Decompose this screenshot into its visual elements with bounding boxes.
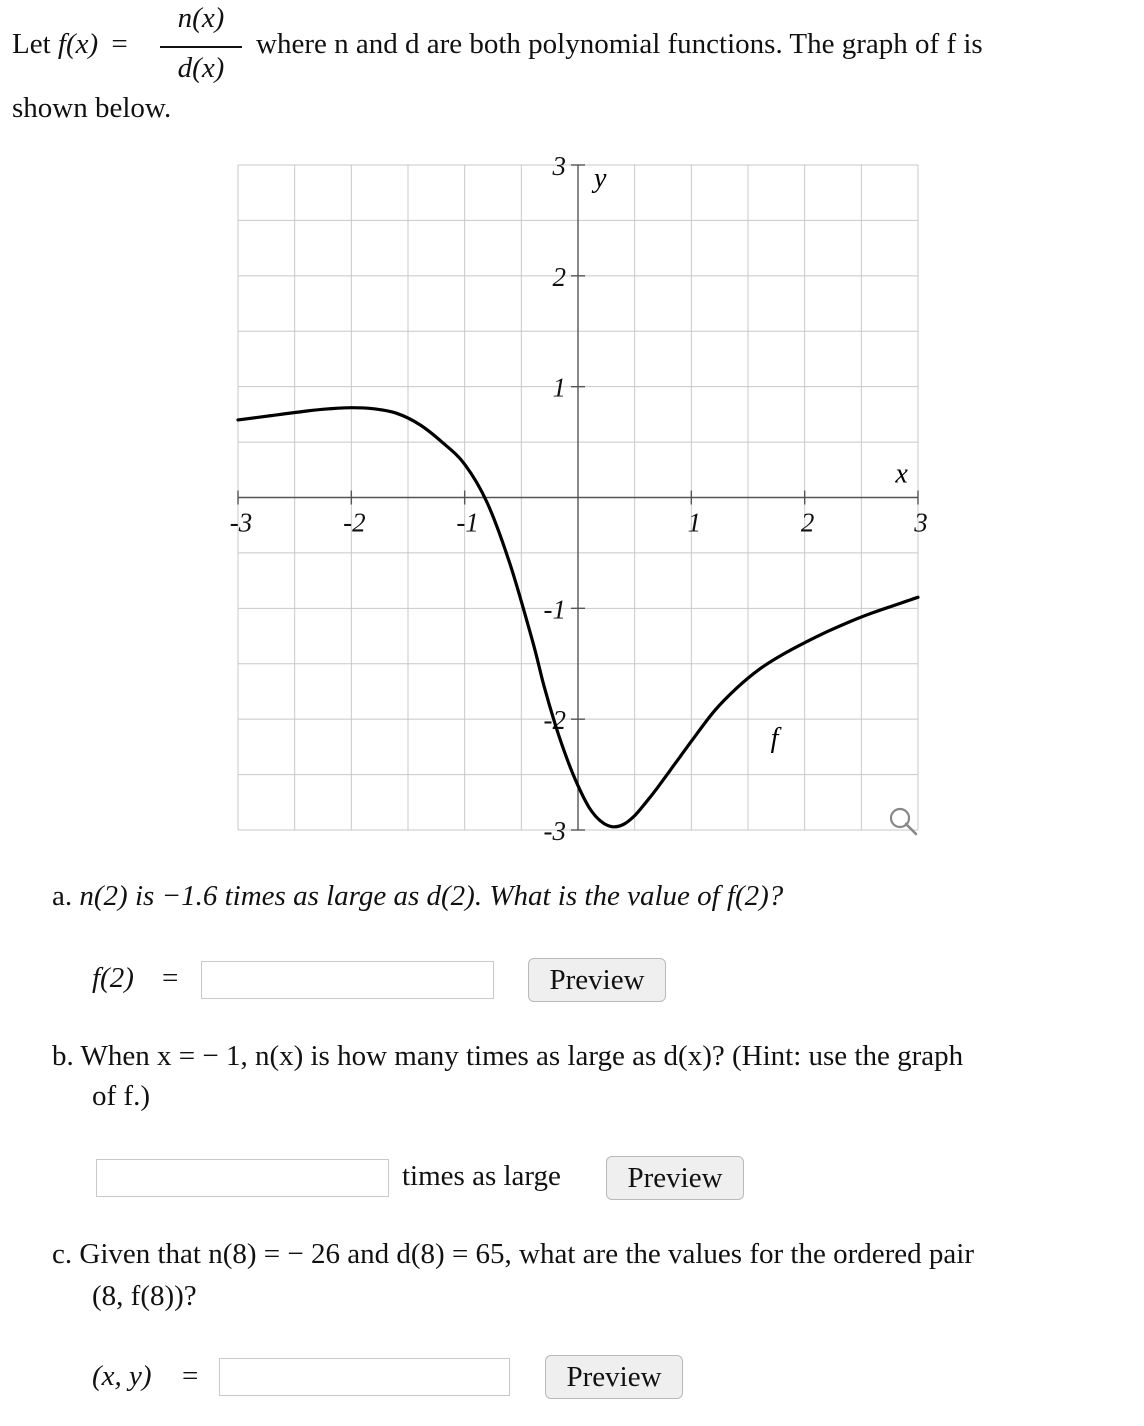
part-c-answer-label: (x, y) (92, 1360, 152, 1392)
x-tick-label: 2 (800, 507, 815, 538)
part-c-text-line1: Given that n(8) = − 26 and d(8) = 65, what are the values for the ordered pair (79, 1238, 974, 1270)
curve-label-f: f (770, 722, 779, 754)
x-tick-label: -1 (456, 507, 479, 538)
part-c-preview-button[interactable]: Preview (545, 1355, 683, 1399)
x-tick-label: -3 (229, 507, 253, 538)
part-c-text-line2: (8, f(8))? (92, 1280, 197, 1312)
part-a-text: n(2) is −1.6 times as large as d(2). What is the value of f(2)? (79, 880, 784, 912)
x-tick-label: 1 (687, 507, 702, 538)
y-tick-label: -3 (543, 816, 566, 846)
fraction-denominator: d(x) (177, 52, 225, 84)
part-a-preview-button[interactable]: Preview (528, 958, 666, 1002)
x-tick-label: -2 (343, 507, 366, 538)
y-tick-label: -1 (543, 594, 566, 625)
part-b-text-line2: of f.) (92, 1080, 150, 1112)
y-tick-label: 1 (552, 372, 566, 403)
part-b-preview-button[interactable]: Preview (606, 1156, 744, 1200)
part-a-question (52, 880, 783, 913)
intro-let-word: Let (12, 28, 51, 60)
part-c-letter: c. (52, 1238, 73, 1270)
y-tick-label: 2 (552, 261, 566, 292)
y-tick-label: -2 (543, 705, 566, 736)
part-c-question (52, 1238, 974, 1271)
part-c-answer-input[interactable] (219, 1358, 510, 1396)
intro-line2: shown below. (12, 92, 172, 124)
part-a-answer-label: f(2) (92, 962, 134, 994)
part-a-answer-input[interactable] (201, 961, 494, 999)
part-b-text-line1: When x = − 1, n(x) is how many times as large as d(x)? (Hint: use the graph (80, 1040, 964, 1072)
part-b-suffix: times as large (402, 1160, 561, 1192)
part-c-equals: = (182, 1360, 199, 1392)
intro-rest: where n and d are both polynomial functions. The graph of f is (256, 28, 983, 60)
part-a-equals: = (162, 962, 179, 994)
part-b-letter: b. (52, 1040, 74, 1072)
tick-labels (230, 151, 928, 846)
intro-equals: = (111, 28, 128, 60)
y-axis-label: y (594, 163, 607, 195)
part-a-letter: a. (52, 880, 73, 912)
x-tick-label: 3 (914, 507, 928, 538)
part-b-answer-input[interactable] (96, 1159, 389, 1197)
y-tick-label: 3 (552, 151, 566, 181)
intro-fx: f(x) (57, 28, 99, 60)
fraction-numerator: n(x) (177, 2, 225, 34)
part-b-question (52, 1040, 963, 1073)
x-axis-label: x (895, 458, 908, 490)
axes (238, 165, 918, 830)
